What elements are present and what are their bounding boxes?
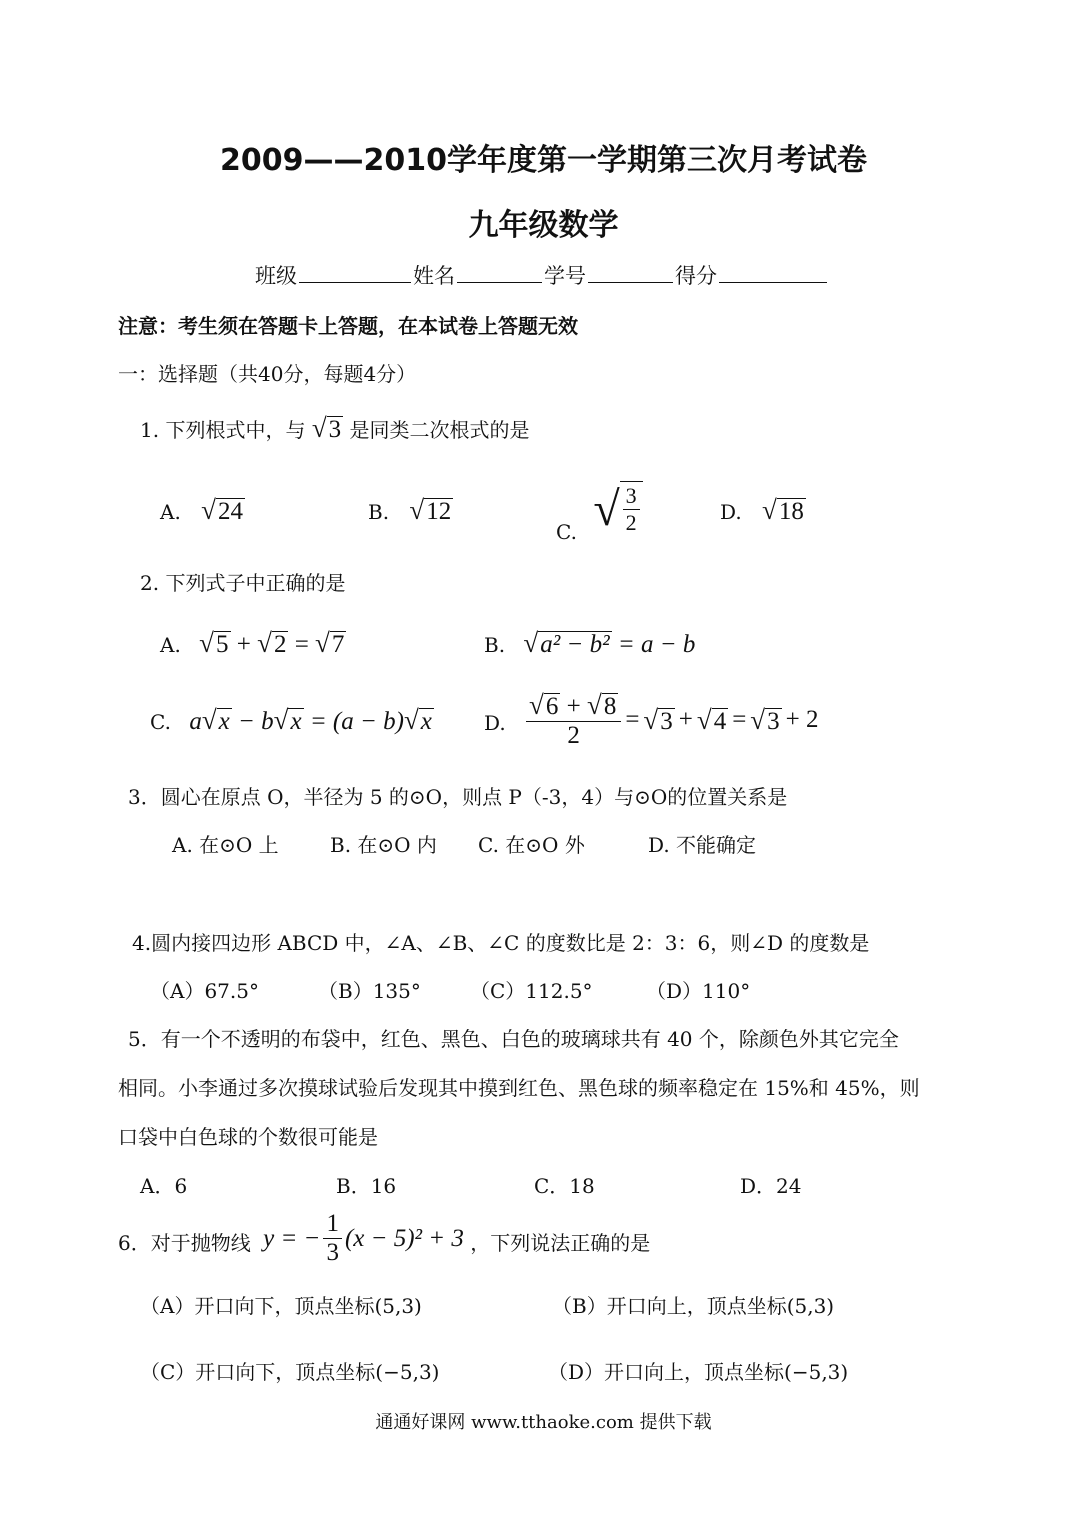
- q2-d-r3: 3: [767, 707, 780, 735]
- q2-option-a: [160, 628, 346, 659]
- sqrt-icon: √7: [315, 628, 345, 658]
- q1-d-label: D.: [720, 500, 742, 524]
- q4-option-d: （D）110°: [646, 979, 751, 1003]
- question-4-stem: 4.圆内接四边形 ABCD 中，∠A、∠B、∠C 的度数比是 2：3：6，则∠D 的度数是: [132, 931, 870, 955]
- q2-a-r3: 7: [331, 631, 345, 658]
- q2-c-minus: − b: [238, 708, 274, 735]
- q1-option-c: [556, 478, 643, 543]
- q2-d-n1: 6: [545, 693, 559, 720]
- q2-option-d: [484, 690, 818, 750]
- sqrt-icon: √6: [529, 690, 559, 720]
- sqrt-icon: √4: [696, 704, 727, 735]
- sqrt-icon: √3: [643, 704, 673, 735]
- q6-option-a: （A）开口向下，顶点坐标(5,3): [140, 1294, 422, 1318]
- question-5-line-1: 5．有一个不透明的布袋中，红色、黑色、白色的玻璃球共有 40 个，除颜色外其它完全: [128, 1027, 899, 1051]
- question-2-stem: 2. 下列式子中正确的是: [140, 571, 346, 595]
- q2-d-n2: 8: [603, 693, 617, 720]
- q2-a-r1: 5: [216, 631, 229, 658]
- sqrt-icon: √ $\frac{3}{2}$: [593, 478, 642, 543]
- q6-eq-den: 3: [326, 1239, 339, 1266]
- sqrt-icon: √2: [257, 628, 287, 658]
- q3-option-b: B. 在⊙O 内: [330, 833, 437, 857]
- sqrt-icon: √24: [201, 495, 243, 525]
- q1-option-d: [720, 495, 806, 526]
- notice: 注意：考生须在答题卡上答题，在本试卷上答题无效: [118, 314, 578, 338]
- q2-c-x3: x: [420, 708, 432, 735]
- q2-d-eq1: =: [625, 706, 640, 733]
- q2-d-r2: 4: [713, 707, 727, 735]
- exam-subtitle: 九年级数学: [468, 208, 619, 243]
- sqrt-icon: √18: [762, 495, 804, 525]
- q2-d-label: D.: [484, 711, 506, 735]
- q2-d-tail: + 2: [785, 706, 819, 733]
- q6-stem-before: 6．对于抛物线: [118, 1230, 251, 1255]
- q2-c-eq: = (a − b): [309, 708, 404, 735]
- id-blank[interactable]: [588, 262, 673, 283]
- sqrt-icon: √3: [750, 704, 780, 735]
- q2-c-a: a: [189, 708, 202, 735]
- q2-d-plus: +: [566, 693, 581, 720]
- q1-b-label: B.: [368, 500, 390, 524]
- name-blank[interactable]: [457, 262, 542, 283]
- q1-d-radicand: 18: [778, 498, 804, 525]
- q2-a-r2: 2: [273, 631, 287, 658]
- q2-d-r1: 3: [660, 707, 673, 735]
- name-label: 姓名: [413, 264, 455, 288]
- exam-title: 2009——2010学年度第一学期第三次月考试卷: [220, 143, 867, 178]
- q2-option-b: [484, 628, 695, 659]
- q2-a-eq: =: [294, 631, 309, 658]
- class-blank[interactable]: [299, 262, 411, 283]
- q2-b-radicand: a² − b²: [540, 631, 610, 658]
- q2-b-label: B.: [484, 633, 506, 657]
- sqrt-icon: √x: [201, 705, 230, 735]
- q1-c-den: 2: [625, 510, 637, 536]
- q5-option-c: C．18: [534, 1174, 595, 1198]
- score-label: 得分: [675, 264, 717, 288]
- q6-option-d: （D）开口向上，顶点坐标(−5,3): [548, 1360, 849, 1384]
- q6-eq-lhs: y = −: [263, 1224, 321, 1252]
- q1-stem-before: 1. 下列根式中，与: [140, 418, 306, 442]
- q2-d-den: 2: [567, 722, 580, 749]
- page-footer: 通通好课网 www.tthaoke.com 提供下载: [375, 1412, 712, 1433]
- q4-option-b: （B）135°: [318, 979, 421, 1003]
- q1-stem-after: 是同类二次根式的是: [349, 418, 530, 442]
- student-info-line: [255, 260, 829, 290]
- q5-option-b: B．16: [336, 1174, 397, 1198]
- q2-c-x2: x: [290, 708, 302, 735]
- sqrt-icon: √x: [403, 705, 432, 735]
- sqrt-icon: √a² − b²: [523, 628, 610, 658]
- q2-c-label: C.: [150, 710, 171, 734]
- q1-c-label: C.: [556, 520, 577, 544]
- question-6-stem: [118, 1210, 650, 1267]
- q1-option-a: [160, 495, 245, 526]
- question-5-line-2: 相同。小李通过多次摸球试验后发现其中摸到红色、黑色球的频率稳定在 15%和 45%，则: [118, 1076, 920, 1100]
- question-5-line-3: 口袋中白色球的个数很可能是: [118, 1125, 378, 1149]
- q6-option-c: （C）开口向下，顶点坐标(−5,3): [140, 1360, 440, 1384]
- q1-a-label: A.: [160, 500, 181, 524]
- q3-option-a: A. 在⊙O 上: [172, 833, 279, 857]
- q5-option-d: D．24: [740, 1174, 802, 1198]
- q2-a-label: A.: [160, 633, 181, 657]
- score-blank[interactable]: [719, 262, 827, 283]
- q6-eq-rhs: (x − 5)² + 3: [344, 1224, 464, 1252]
- q5-option-a: A．6: [140, 1174, 188, 1198]
- sqrt-icon: √12: [409, 495, 452, 525]
- q2-d-plus2: +: [678, 706, 693, 733]
- q1-option-b: [368, 495, 453, 526]
- q6-option-b: （B）开口向上，顶点坐标(5,3): [552, 1294, 835, 1318]
- q1-b-radicand: 12: [426, 498, 452, 525]
- id-label: 学号: [544, 264, 586, 288]
- q2-a-plus: +: [236, 631, 251, 658]
- sqrt-icon: √8: [586, 690, 617, 720]
- q2-b-rhs: = a − b: [617, 631, 696, 658]
- q2-option-c: [150, 705, 434, 736]
- question-1-stem: [140, 413, 530, 444]
- sqrt-icon: √5: [199, 628, 229, 658]
- section-heading: 一：选择题（共40分，每题4分）: [118, 362, 417, 386]
- class-label: 班级: [255, 264, 297, 288]
- q3-option-c: C. 在⊙O 外: [478, 833, 585, 857]
- q1-a-radicand: 24: [218, 498, 243, 525]
- q6-eq-num: 1: [323, 1210, 342, 1239]
- q2-c-x1: x: [218, 708, 230, 735]
- q4-option-c: （C）112.5°: [470, 979, 593, 1003]
- q1-stem-radicand: 3: [328, 416, 342, 443]
- sqrt-icon: √3: [311, 413, 342, 443]
- q4-option-a: （A）67.5°: [150, 979, 259, 1003]
- q6-stem-after: ，下列说法正确的是: [470, 1230, 651, 1255]
- question-3-stem: 3．圆心在原点 O，半径为 5 的⊙O，则点 P（-3，4）与⊙O的位置关系是: [128, 785, 788, 809]
- q2-d-eq2: =: [732, 706, 747, 733]
- sqrt-icon: √x: [273, 705, 302, 735]
- q1-c-num: 3: [623, 483, 640, 510]
- q3-option-d: D. 不能确定: [648, 833, 757, 857]
